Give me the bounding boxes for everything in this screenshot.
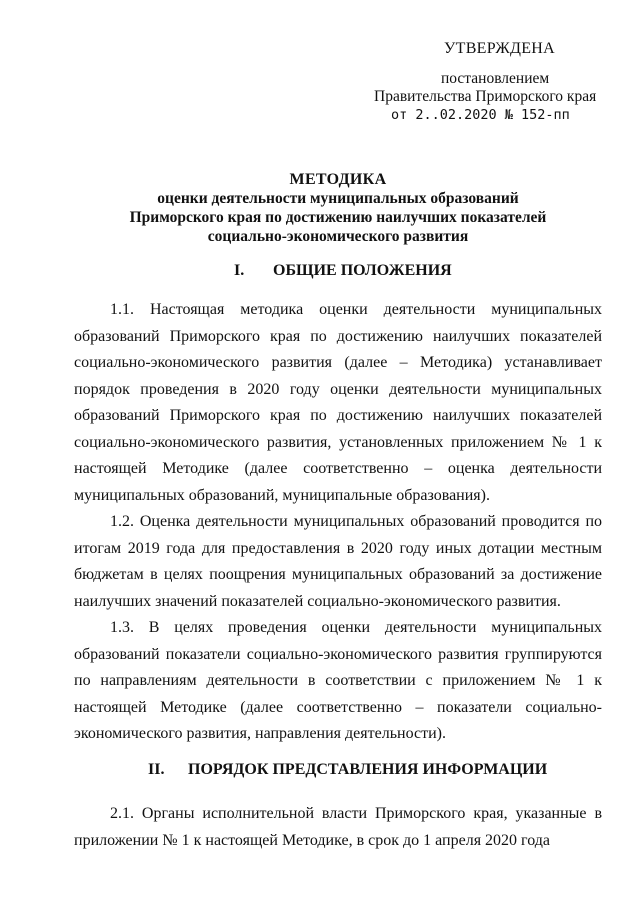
paragraph-2-1: 2.1. Органы исполнительной власти Приморского края, указанные в приложении № 1 к настоящей Методике, в срок до 1 апреля 2020 года [74,805,602,849]
section-2-body [74,801,602,854]
section-1-number: I. [234,262,245,279]
paragraph-1-1: 1.1. Настоящая методика оценки деятельности муниципальных образований Приморского края по достижению наилучших показателей социально-экономического развития (далее – Методика) устанавливает порядок проведения в 2020 году оценки деятельности муниципальных образований Приморского края по достижению наилучших показателей социально-экономического развития, установленных приложением № 1 к настоящей Методике (далее соответственно – оценка деятельности муниципальных образований, муниципальные образования). [74,301,602,504]
section-1-title: ОБЩИЕ ПОЛОЖЕНИЯ [273,262,452,279]
paragraph-1-2: 1.2. Оценка деятельности муниципальных образований проводится по итогам 2019 года для предоставления в 2020 году иных дотации местным бюджетам в целях поощрения муниципальных образований за достижение наилучших значений показателей социально-экономического развития. [74,513,602,610]
title-line-2: Приморского края по достижению наилучших показателей [129,209,547,226]
title-main: МЕТОДИКА [289,171,387,188]
section-2-title: ПОРЯДОК ПРЕДСТАВЛЕНИЯ ИНФОРМАЦИИ [188,761,548,778]
by-decree-label: постановлением [441,70,550,87]
document-title [74,170,602,246]
title-line-3: социально-экономического развития [207,228,469,245]
approved-label: УТВЕРЖДЕНА [444,40,556,57]
paragraph-1-3: 1.3. В целях проведения оценки деятельности муниципальных образований показатели социально-экономического развития группируются по направлениям деятельности в соответствии с приложением № 1 к настоящей Методике (далее соответственно – показатели социально-экономического развития, направления деятельности). [74,619,602,742]
decree-date-number: от 2..02.2020 № 152-пп [391,107,570,123]
government-label: Правительства Приморского края [374,88,597,105]
title-line-1: оценки деятельности муниципальных образований [157,190,519,207]
section-2-number: II. [148,761,165,778]
approval-stamp [0,40,640,130]
section-1-body [74,297,602,748]
